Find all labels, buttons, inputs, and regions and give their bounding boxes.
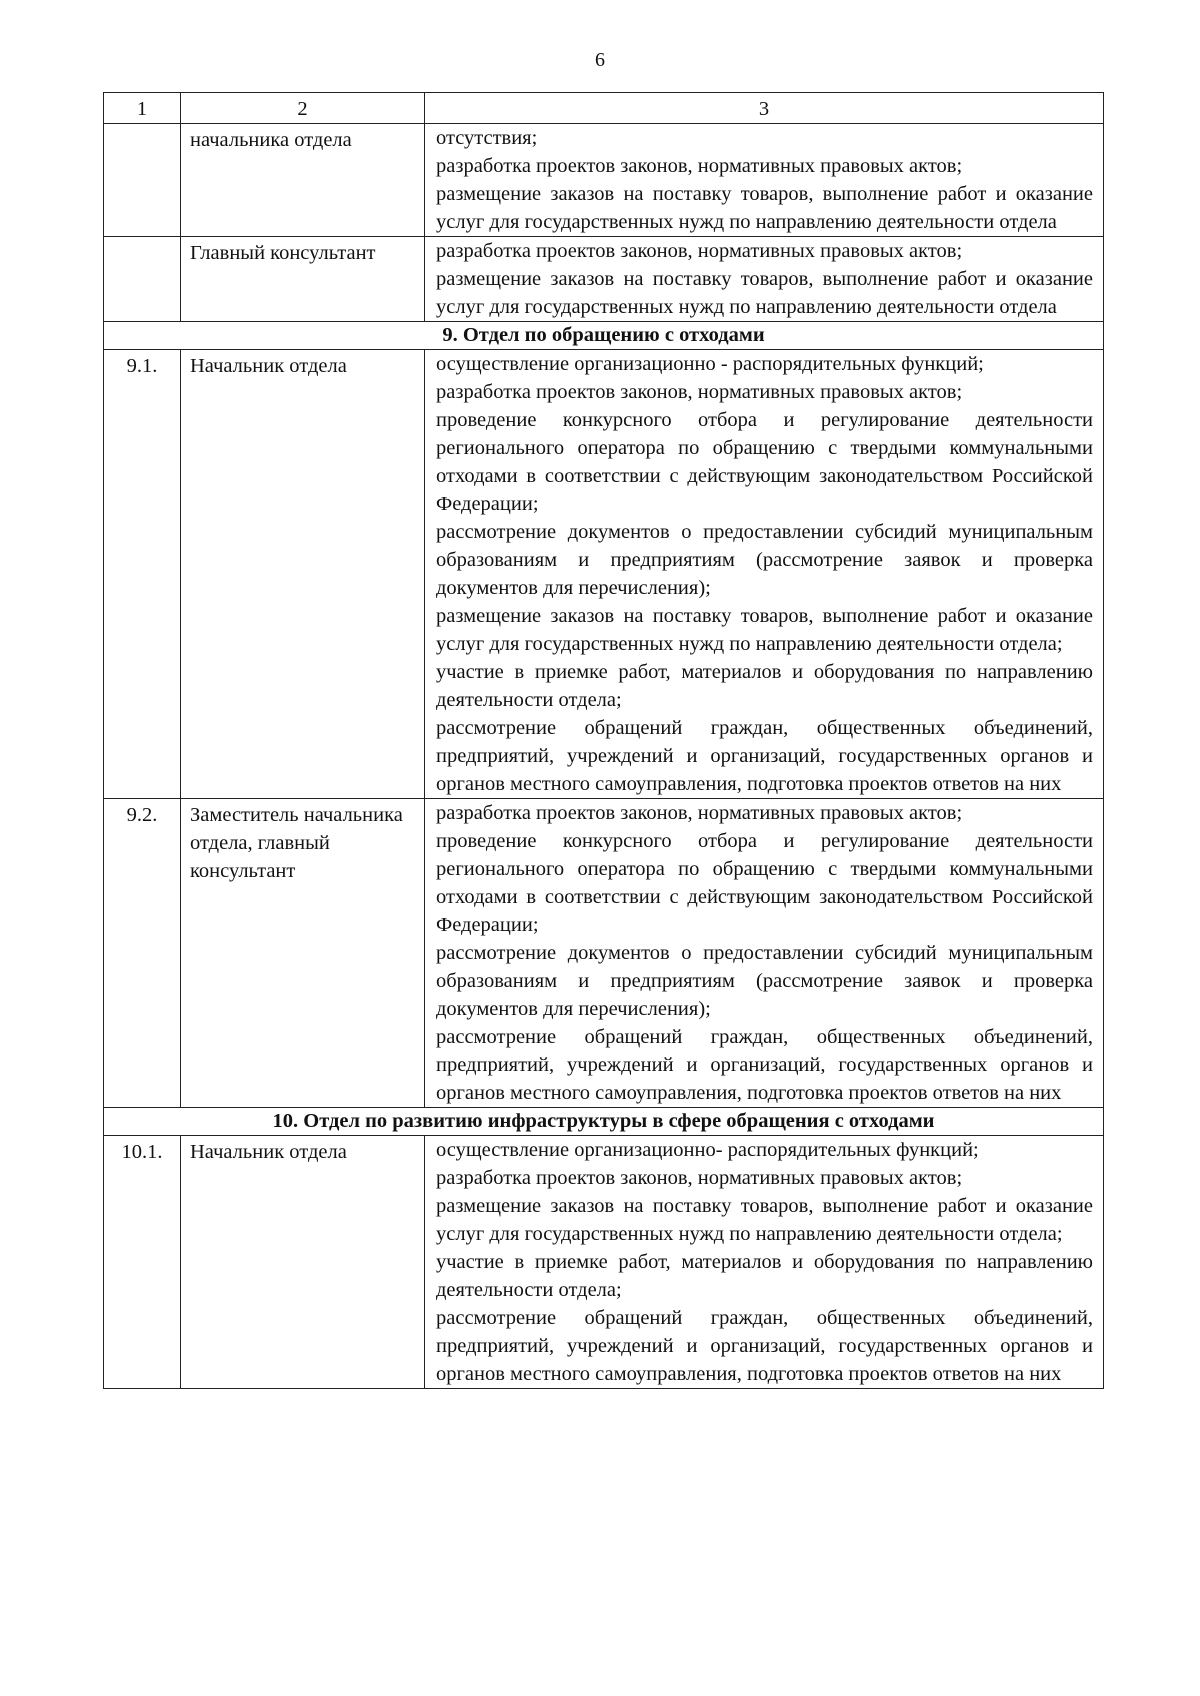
table-header-row	[104, 93, 1104, 124]
position-title: начальника отдела	[181, 124, 425, 237]
position-title: Заместитель начальника отдела, главный консультант	[181, 799, 425, 1108]
table-row	[104, 799, 1104, 1108]
duty-item: размещение заказов на поставку товаров, выполнение работ и оказание услуг для государственных нужд по направлению деятельности отдела;	[436, 1195, 1093, 1245]
duty-item: рассмотрение документов о предоставлении субсидий муниципальным образованиям и предприятиям (рассмотрение заявок и проверка документов для перечисления);	[436, 942, 1093, 1020]
position-title: Главный консультант	[181, 237, 425, 322]
duty-item: разработка проектов законов, нормативных правовых актов;	[436, 240, 963, 262]
row-number	[104, 237, 181, 322]
duty-item: разработка проектов законов, нормативных правовых актов;	[436, 381, 963, 403]
page-number: 6	[595, 49, 605, 71]
position-title: Начальник отдела	[181, 350, 425, 799]
duty-item: размещение заказов на поставку товаров, выполнение работ и оказание услуг для государственных нужд по направлению деятельности отдела	[436, 183, 1093, 233]
duty-item: участие в приемке работ, материалов и оборудования по направлению деятельности отдела;	[436, 1251, 1093, 1301]
duty-item: рассмотрение обращений граждан, общественных объединений, предприятий, учреждений и организаций, государственных органов и органов местного самоуправления, подготовка проектов ответов на них	[436, 1026, 1093, 1104]
duty-item: размещение заказов на поставку товаров, выполнение работ и оказание услуг для государственных нужд по направлению деятельности отдела;	[436, 605, 1093, 655]
table-row	[104, 1136, 1104, 1389]
duty-item: рассмотрение обращений граждан, общественных объединений, предприятий, учреждений и организаций, государственных органов и органов местного самоуправления, подготовка проектов ответов на них	[436, 1307, 1093, 1385]
duty-item: проведение конкурсного отбора и регулирование деятельности регионального оператора по обращению с твердыми коммунальными отходами в соответствии с действующим законодательством Российской Федерации;	[436, 830, 1093, 936]
duties-cell	[425, 237, 1104, 322]
duties-table	[103, 92, 1104, 1389]
section-heading-row	[104, 1108, 1104, 1136]
duty-item: осуществление организационно- распорядительных функций;	[436, 1139, 979, 1161]
duties-cell	[425, 124, 1104, 237]
header-col-1: 1	[104, 93, 181, 124]
duties-cell	[425, 1136, 1104, 1389]
table-row	[104, 350, 1104, 799]
duty-item: осуществление организационно - распорядительных функций;	[436, 353, 984, 375]
duties-cell	[425, 799, 1104, 1108]
duty-item: размещение заказов на поставку товаров, выполнение работ и оказание услуг для государственных нужд по направлению деятельности отдела	[436, 268, 1093, 318]
position-title: Начальник отдела	[181, 1136, 425, 1389]
duty-item: рассмотрение обращений граждан, общественных объединений, предприятий, учреждений и организаций, государственных органов и органов местного самоуправления, подготовка проектов ответов на них	[436, 717, 1093, 795]
duty-item: участие в приемке работ, материалов и оборудования по направлению деятельности отдела;	[436, 661, 1093, 711]
table-row	[104, 124, 1104, 237]
duty-item: рассмотрение документов о предоставлении субсидий муниципальным образованиям и предприятиям (рассмотрение заявок и проверка документов для перечисления);	[436, 521, 1093, 599]
duty-item: разработка проектов законов, нормативных правовых актов;	[436, 802, 963, 824]
header-col-3: 3	[425, 93, 1104, 124]
duty-item: разработка проектов законов, нормативных правовых актов;	[436, 155, 963, 177]
row-number: 10.1.	[104, 1136, 181, 1389]
section-heading-9: 9. Отдел по обращению с отходами	[104, 322, 1104, 350]
row-number	[104, 124, 181, 237]
header-col-2: 2	[181, 93, 425, 124]
row-number: 9.1.	[104, 350, 181, 799]
duty-item: отсутствия;	[436, 127, 538, 149]
row-number: 9.2.	[104, 799, 181, 1108]
section-heading-row	[104, 322, 1104, 350]
section-heading-10: 10. Отдел по развитию инфраструктуры в сфере обращения с отходами	[104, 1108, 1104, 1136]
duty-item: разработка проектов законов, нормативных правовых актов;	[436, 1167, 963, 1189]
table-row	[104, 237, 1104, 322]
duty-item: проведение конкурсного отбора и регулирование деятельности регионального оператора по обращению с твердыми коммунальными отходами в соответствии с действующим законодательством Российской Федерации;	[436, 409, 1093, 515]
duties-cell	[425, 350, 1104, 799]
